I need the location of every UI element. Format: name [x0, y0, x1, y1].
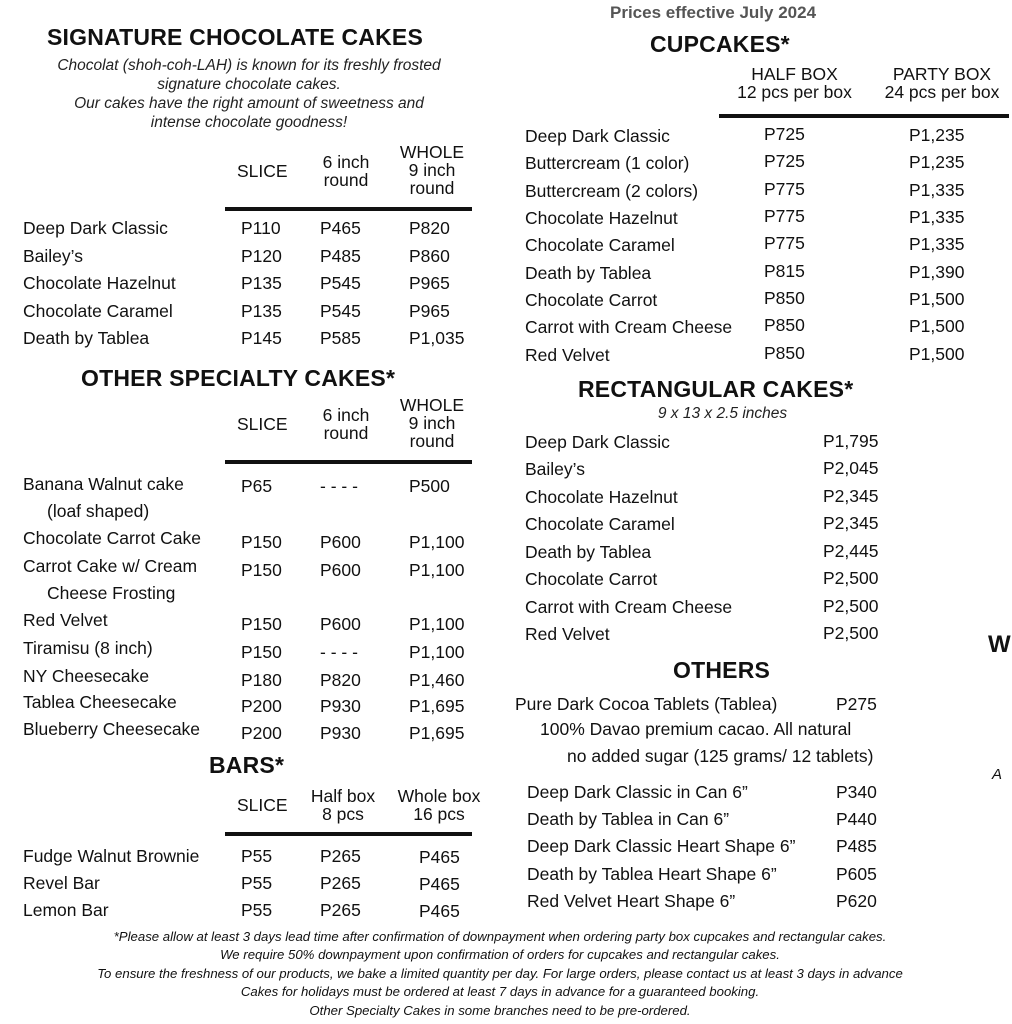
price-whole: P500: [409, 476, 450, 496]
menu-item-name: Chocolate Carrot: [525, 290, 658, 310]
menu-item-name: Carrot Cake w/ Cream: [23, 556, 198, 576]
price-party-box: P1,500: [909, 289, 965, 309]
footnote-line: To ensure the freshness of our products, we bake a limited quantity per day. For large orders, please contact us at least 3 days in advance: [97, 965, 903, 981]
price-whole: P1,100: [409, 532, 465, 552]
col-header-6inch: 6 inch round: [322, 405, 370, 443]
bars-section-title: BARS*: [209, 752, 285, 778]
menu-item-name: Chocolate Carrot: [525, 569, 658, 589]
col-header-whole-box: Whole box 16 pcs: [397, 786, 481, 824]
menu-item-name: Death by Tablea: [525, 263, 652, 283]
col-header-half-box: Half box 8 pcs: [310, 786, 376, 824]
menu-item-name: Bailey’s: [23, 246, 83, 266]
price-half-box: P815: [764, 261, 805, 281]
price-half-box: P265: [320, 900, 361, 920]
col-header-half-box: HALF BOX 12 pcs per box: [737, 64, 852, 102]
footnote-line: Cakes for holidays must be ordered at least 7 days in advance for a guaranteed booking.: [240, 984, 760, 1000]
others-section-title: OTHERS: [673, 657, 771, 683]
price-slice: P55: [241, 900, 273, 920]
price-6inch: P465: [320, 218, 361, 238]
menu-item-name: Death by Tablea: [23, 328, 150, 348]
price-whole: P1,100: [409, 560, 465, 580]
price-whole: P820: [409, 218, 450, 238]
price-half-box: P775: [764, 206, 805, 226]
intro-line: intense chocolate goodness!: [150, 114, 348, 131]
price-whole-box: P465: [419, 874, 460, 894]
price-whole: P1,695: [409, 696, 465, 716]
menu-item-name: Bailey’s: [525, 459, 585, 479]
menu-item-name: Chocolate Carrot Cake: [23, 528, 201, 548]
menu-item-name: Red Velvet: [525, 345, 610, 365]
cupcakes-section-title: CUPCAKES*: [650, 31, 790, 57]
footnote-line: Other Specialty Cakes in some branches need to be pre-ordered.: [309, 1002, 691, 1018]
price-6inch: P930: [320, 723, 361, 743]
menu-item-name: Deep Dark Classic in Can 6”: [527, 782, 748, 802]
menu-item-name: Chocolate Caramel: [525, 235, 675, 255]
price-6inch: - - - -: [320, 476, 358, 496]
price-6inch: P600: [320, 560, 361, 580]
tablea-name: Pure Dark Cocoa Tablets (Tablea): [515, 694, 778, 714]
header-rule: [225, 832, 472, 836]
menu-item-name: Chocolate Hazelnut: [23, 273, 176, 293]
price-slice: P150: [241, 614, 282, 634]
footnote-line: *Please allow at least 3 days lead time after confirmation of downpayment when ordering party box cupcakes and rectangular cakes.: [113, 929, 887, 944]
header-rule: [225, 460, 472, 464]
intro-line: signature chocolate cakes.: [157, 76, 341, 93]
footnotes: [0, 928, 1000, 1020]
signature-intro: [20, 56, 478, 132]
price: P2,500: [823, 623, 879, 643]
price-6inch: P545: [320, 301, 361, 321]
cutoff-letter: A: [992, 766, 1003, 783]
price: P485: [836, 836, 877, 856]
price-party-box: P1,235: [909, 152, 965, 172]
col-header-slice: SLICE: [237, 414, 288, 434]
menu-item-name: Tiramisu (8 inch): [23, 638, 153, 658]
price: P2,045: [823, 458, 879, 478]
price-half-box: P265: [320, 873, 361, 893]
menu-item-name: Red Velvet Heart Shape 6”: [527, 891, 736, 911]
menu-item-name: Tablea Cheesecake: [23, 692, 177, 712]
menu-item-name: Deep Dark Classic: [23, 218, 168, 238]
menu-item-name: Death by Tablea: [525, 542, 652, 562]
price-half-box: P850: [764, 315, 805, 335]
price-slice: P65: [241, 476, 273, 496]
price: P2,445: [823, 541, 879, 561]
price-whole: P965: [409, 273, 450, 293]
price: P605: [836, 864, 877, 884]
footnote-line: We require 50% downpayment upon confirmation of orders for cupcakes and rectangular cakes.: [220, 947, 780, 963]
prices-effective-text: Prices effective July 2024: [610, 3, 817, 22]
price: P620: [836, 891, 877, 911]
menu-item-name: Banana Walnut cake: [23, 474, 184, 494]
price-slice: P150: [241, 642, 282, 662]
price-half-box: P775: [764, 233, 805, 253]
price-party-box: P1,335: [909, 234, 965, 254]
menu-item-name: Deep Dark Classic: [525, 432, 670, 452]
menu-item-name: Blueberry Cheesecake: [23, 719, 201, 739]
price-party-box: P1,335: [909, 207, 965, 227]
tablea-desc-line: 100% Davao premium cacao. All natural: [540, 719, 852, 739]
price: P2,500: [823, 568, 879, 588]
menu-item-name: Deep Dark Classic Heart Shape 6”: [527, 836, 796, 856]
menu-item-name-cont: (loaf shaped): [47, 501, 150, 521]
price-whole: P860: [409, 246, 450, 266]
price-whole: P1,035: [409, 328, 465, 348]
price-party-box: P1,335: [909, 180, 965, 200]
col-header-slice: SLICE: [237, 161, 288, 181]
col-header-whole: WHOLE 9 inch round: [399, 395, 465, 451]
signature-section-title: SIGNATURE CHOCOLATE CAKES: [47, 24, 423, 50]
price-half-box: P265: [320, 846, 361, 866]
menu-item-name: Carrot with Cream Cheese: [525, 317, 733, 337]
price-slice: P200: [241, 723, 282, 743]
price-whole-box: P465: [419, 901, 460, 921]
rectangular-section-title: RECTANGULAR CAKES*: [578, 376, 854, 402]
rectangular-subtitle: 9 x 13 x 2.5 inches: [657, 405, 788, 422]
price: P1,795: [823, 431, 879, 451]
menu-item-name: Revel Bar: [23, 873, 100, 893]
price-slice: P150: [241, 532, 282, 552]
intro-line: Chocolat (shoh-coh-LAH) is known for its freshly frosted: [57, 57, 441, 74]
price: P2,345: [823, 513, 879, 533]
price-party-box: P1,500: [909, 344, 965, 364]
col-header-party-box: PARTY BOX 24 pcs per box: [884, 64, 1000, 102]
price-slice: P150: [241, 560, 282, 580]
price-slice: P135: [241, 273, 282, 293]
price: P2,345: [823, 486, 879, 506]
price-half-box: P725: [764, 124, 805, 144]
cutoff-letter: W: [988, 631, 1011, 658]
price-slice: P200: [241, 696, 282, 716]
price-slice: P135: [241, 301, 282, 321]
price-half-box: P775: [764, 179, 805, 199]
price-slice: P55: [241, 846, 273, 866]
price-half-box: P850: [764, 343, 805, 363]
menu-item-name: Chocolate Caramel: [23, 301, 173, 321]
price: P340: [836, 782, 877, 802]
header-rule: [719, 114, 1009, 118]
price: P2,500: [823, 596, 879, 616]
menu-item-name: Carrot with Cream Cheese: [525, 597, 733, 617]
menu-item-name: Buttercream (1 color): [525, 153, 690, 173]
specialty-section-title: OTHER SPECIALTY CAKES*: [81, 365, 396, 391]
menu-item-name: Death by Tablea Heart Shape 6”: [527, 864, 777, 884]
price-slice: P55: [241, 873, 273, 893]
intro-line: Our cakes have the right amount of sweetness and: [74, 95, 424, 112]
menu-item-name: Lemon Bar: [23, 900, 109, 920]
header-rule: [225, 207, 472, 211]
menu-item-name: Fudge Walnut Brownie: [23, 846, 200, 866]
price-6inch: P545: [320, 273, 361, 293]
price-slice: P145: [241, 328, 282, 348]
price-half-box: P850: [764, 288, 805, 308]
price-party-box: P1,390: [909, 262, 965, 282]
price-party-box: P1,500: [909, 316, 965, 336]
price-whole-box: P465: [419, 847, 460, 867]
price-whole: P965: [409, 301, 450, 321]
menu-item-name: Chocolate Hazelnut: [525, 208, 678, 228]
price-whole: P1,695: [409, 723, 465, 743]
price-slice: P180: [241, 670, 282, 690]
menu-item-name: Death by Tablea in Can 6”: [527, 809, 730, 829]
menu-item-name-cont: Cheese Frosting: [47, 583, 176, 603]
menu-item-name: Chocolate Caramel: [525, 514, 675, 534]
menu-item-name: NY Cheesecake: [23, 666, 150, 686]
menu-item-name: Chocolate Hazelnut: [525, 487, 678, 507]
price-6inch: - - - -: [320, 642, 358, 662]
menu-item-name: Red Velvet: [23, 610, 108, 630]
menu-item-name: Deep Dark Classic: [525, 126, 670, 146]
tablea-desc-line: no added sugar (125 grams/ 12 tablets): [567, 746, 874, 766]
price-6inch: P600: [320, 532, 361, 552]
price-whole: P1,100: [409, 614, 465, 634]
price-slice: P120: [241, 246, 282, 266]
price-party-box: P1,235: [909, 125, 965, 145]
price-6inch: P600: [320, 614, 361, 634]
menu-item-name: Red Velvet: [525, 624, 610, 644]
menu-item-name: Buttercream (2 colors): [525, 181, 699, 201]
price-6inch: P930: [320, 696, 361, 716]
price-6inch: P820: [320, 670, 361, 690]
tablea-price: P275: [836, 694, 877, 714]
price-half-box: P725: [764, 151, 805, 171]
price-whole: P1,460: [409, 670, 465, 690]
col-header-slice: SLICE: [237, 795, 288, 815]
price-6inch: P485: [320, 246, 361, 266]
col-header-whole: WHOLE 9 inch round: [399, 142, 465, 198]
price-slice: P110: [241, 218, 281, 238]
price: P440: [836, 809, 877, 829]
price-whole: P1,100: [409, 642, 465, 662]
col-header-6inch: 6 inch round: [322, 152, 370, 190]
price-6inch: P585: [320, 328, 361, 348]
